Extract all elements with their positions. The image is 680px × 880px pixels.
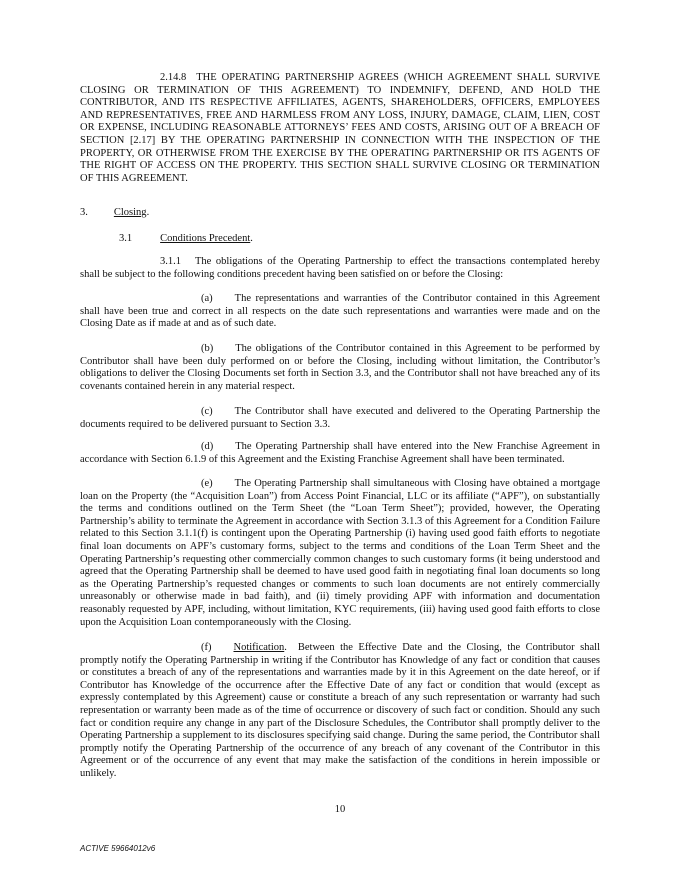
clause-c-label: (c) (201, 406, 213, 417)
document-id-footer: ACTIVE 59664012v6 (80, 844, 156, 853)
clause-d-text: The Operating Partnership shall have entered into the New Franchise Agreement in accordance with Section 6.1.9 of this Agreement and the Existing Franchise Agreement shall have been terminated. (80, 441, 600, 465)
clause-b-paragraph (80, 343, 600, 393)
section-3-1-1-paragraph (80, 256, 600, 281)
clause-a-paragraph (80, 293, 600, 331)
clause-e-paragraph (80, 478, 600, 629)
section-3-number: 3. (80, 207, 88, 218)
section-3-title: Closing (113, 207, 147, 218)
clause-f-label: (f) (201, 642, 212, 653)
page-number: 10 (334, 804, 346, 815)
section-2-14-8-paragraph (80, 72, 600, 185)
section-3-1-1-text: The obligations of the Operating Partnership to effect the transactions contemplated hereby shall be subject to the following conditions precedent having been satisfied on or before the Closing: (80, 256, 600, 280)
clause-a-text: The representations and warranties of the Contributor contained in this Agreement shall have been true and correct in all respects on the date such representations and warranties were made and on the Closing Date as if made at and as of such date. (80, 293, 600, 330)
section-3-1-heading: 3.1 Conditions Precedent. (119, 233, 253, 244)
clause-f-heading: Notification (233, 642, 285, 653)
section-2-14-8-number: 2.14.8 (160, 72, 187, 83)
clause-b-text: The obligations of the Contributor contained in this Agreement to be performed by Contributor shall have been duly performed on or before the Closing, including without limitation, the Contributor’s obligations to deliver the Closing Documents set forth in Section 3.3, and the Contributor shall not have breached any of its covenants contained herein in any material respect. (80, 343, 600, 392)
section-3-1-1-number: 3.1.1 (160, 256, 181, 267)
section-3-1-title: Conditions Precedent (160, 233, 251, 244)
clause-c-paragraph (80, 406, 600, 431)
section-2-14-8-text: THE OPERATING PARTNERSHIP AGREES (WHICH AGREEMENT SHALL SURVIVE CLOSING OR TERMINATION OF THIS AGREEMENT) TO INDEMNIFY, DEFEND, AND HOLD THE CONTRIBUTOR, AND ITS RESPECTIVE AFFILIATES, AGENTS, SHAREHOLDERS, OFFICERS, EMPLOYEES AND REPRESENTATIVES, FREE AND HARMLESS FROM ANY LOSS, INJURY, DAMAGE, CLAIM, LIEN, COST OR EXPENSE, INCLUDING REASONABLE ATTORNEYS’ FEES AND COSTS, ARISING OUT OF A BREACH OF SECTION [2.17] BY THE OPERATING PARTNERSHIP IN CONNECTION WITH THE INSPECTION OF THE PROPERTY, OR OTHERWISE FROM THE EXERCISE BY THE OPERATING PARTNERSHIP OR ITS AGENTS OF THE RIGHT OF ACCESS ON THE PROPERTY. THIS SECTION SHALL SURVIVE CLOSING OR TERMINATION OF THIS AGREEMENT. (80, 72, 600, 184)
clause-d-label: (d) (201, 441, 214, 452)
clause-a-label: (a) (201, 293, 213, 304)
clause-f-text: Between the Effective Date and the Closing, the Contributor shall promptly notify the Operating Partnership in writing if the Contributor has Knowledge of any fact or condition that causes or constitutes a breach of any of the representations and warranties made by it in this Agreement on the date hereof, or if Contributor has Knowledge of the occurrence after the Effective Date of any fact or condition that would (except as expressly contemplated by this Agreement) cause or constitute a breach of any such representation or warranty had such representation or warranty been made as of the time of occurrence or discovery of such fact or condition. Should any such fact or condition require any change in any part of the Disclosure Schedules, the Contributor shall promptly deliver to the Operating Partnership a supplement to its disclosures specifying said change. During the same period, the Contributor shall promptly notify the Operating Partnership of the occurrence of any breach of any covenant of the Contributor in this Agreement or of the occurrence of any event that may make the satisfaction of the conditions in herein impossible or unlikely. (80, 642, 600, 779)
clause-f-paragraph: (f) Notification. Between the Effective Date and the Closing, the Contributor shall promptly notify the Operating Partnership in writing if the Contributor has Knowledge of any fact or condition that causes or constitutes a breach of any of the representations and warranties made by it in this Agreement on the date hereof, or if Contributor has Knowledge of the occurrence after the Effective Date of any fact or condition that would (except as expressly contemplated by this Agreement) cause or constitute a breach of any such representation or warranty had such representation or warranty been made as of the time of occurrence or discovery of such fact or condition. Should any such fact or condition require any change in any part of the Disclosure Schedules, the Contributor shall promptly deliver to the Operating Partnership a supplement to its disclosures specifying said change. During the same period, the Contributor shall promptly notify the Operating Partnership of the occurrence of any breach of any covenant of the Contributor in this Agreement or of the occurrence of any event that may make the satisfaction of the conditions in herein impossible or unlikely. (80, 642, 600, 779)
clause-e-label: (e) (201, 478, 213, 489)
section-3-heading: 3. Closing. (80, 207, 150, 218)
clause-b-label: (b) (201, 343, 214, 354)
clause-d-paragraph (80, 441, 600, 466)
section-3-1-number: 3.1 (119, 233, 133, 244)
clause-c-text: The Contributor shall have executed and delivered to the Operating Partnership the documents required to be delivered pursuant to Section 3.3. (80, 406, 600, 430)
clause-e-text: The Operating Partnership shall simultaneous with Closing have obtained a mortgage loan on the Property (the “Acquisition Loan”) from Access Point Financial, LLC or its affiliate (“APF”), on substantially the terms and conditions outlined on the Term Sheet (the “Loan Term Sheet”); provided, however, the Operating Partnership’s ability to terminate the Agreement in accordance with Section 3.1.3 of this Agreement for a Condition Failure related to this Section 3.1.1(f) is contingent upon the Operating Partnership (i) having used good faith efforts to negotiate final loan documents on APF’s customary forms, subject to the terms and conditions of the Loan Term Sheet and the Operating Partnership’s requesting other commercially common changes to such customary forms (it being understood and agreed that the Operating Partnership shall be deemed to have used good faith in negotiating final loan documents so long as the Operating Partnership’s requested changes or comments to such loan documents are not entirely commercially unreasonably or otherwise made in bad faith), and (ii) timely providing APF with information and documentation reasonably requested by APF, including, without limitation, KYC requirements, (iii) having used good faith efforts to close upon the Acquisition Loan contemporaneously with the Closing. (80, 478, 600, 628)
